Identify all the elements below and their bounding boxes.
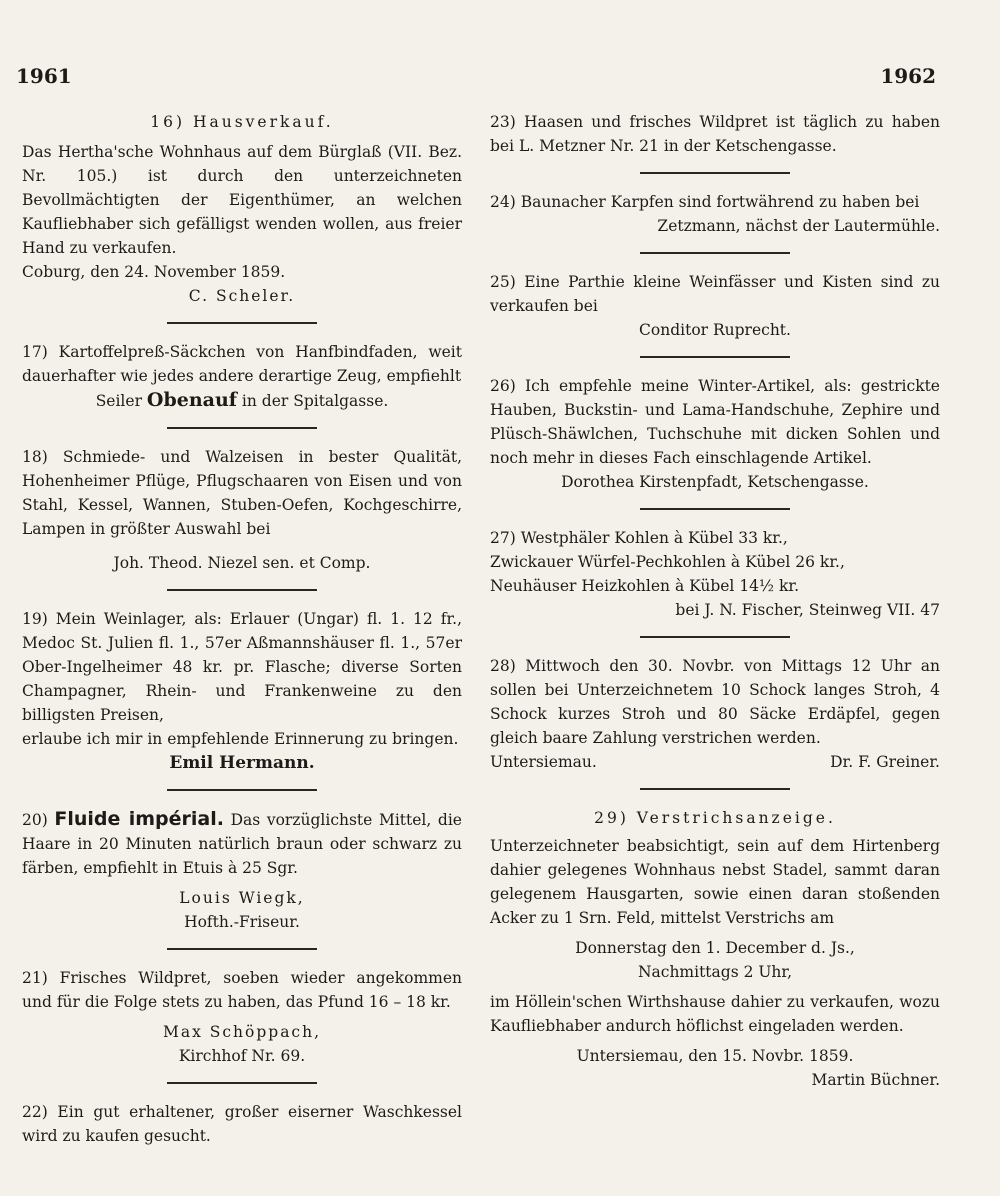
ad-25: [490, 270, 940, 342]
page-number-left: 1961: [16, 64, 72, 88]
ad-signature: Dorothea Kirstenpfadt, Ketschengasse.: [561, 473, 869, 491]
ad-text: 24) Baunacher Karpfen sind fortwährend zu haben bei: [490, 193, 920, 211]
separator-rule: [167, 322, 317, 324]
ad-text: Das vorzüglichste Mittel, die Haare in 20 Minuten natürlich braun oder schwarz zu färben, empfiehlt in Etuis à 25 Sgr.: [22, 811, 462, 877]
ad-text: 28) Mittwoch den 30. Novbr. von Mittags 12 Uhr an sollen bei Unterzeichnetem 10 Schock langes Stroh, 4 Schock kurzes Stroh und 80 Säcke Erdäpfel, gegen gleich baare Zahlung verstrichen werden.: [490, 657, 940, 747]
ad-text-2: im Höllein'schen Wirthshause dahier zu verkaufen, wozu Kaufliebhaber andurch höflichst eingeladen werden.: [490, 993, 940, 1035]
separator-rule: [167, 789, 317, 791]
ad-text: 21) Frisches Wildpret, soeben wieder angekommen und für die Folge stets zu haben, das Pfund 16 – 18 kr.: [22, 969, 462, 1011]
separator-rule: [167, 948, 317, 950]
ad-23: [490, 110, 940, 158]
separator-rule: [640, 172, 790, 174]
separator-rule: [167, 589, 317, 591]
ad-line-1: 27) Westphäler Kohlen à Kübel 33 kr.,: [490, 529, 788, 547]
ad-signature-line2: Hofth.-Friseur.: [184, 913, 300, 931]
ad-signature: Emil Hermann.: [169, 753, 315, 773]
ad-signature: [22, 388, 462, 413]
ad-date-line-2: Nachmittags 2 Uhr,: [637, 963, 793, 981]
ad-22: [22, 1100, 462, 1148]
ad-signature: Martin Büchner.: [811, 1071, 940, 1089]
ad-text: 23) Haasen und frisches Wildpret ist täglich zu haben bei L. Metzner Nr. 21 in der Ketschengasse.: [490, 113, 940, 155]
signature-suffix: in der Spitalgasse.: [241, 392, 389, 410]
ad-29: [490, 806, 940, 1092]
separator-rule: [640, 252, 790, 254]
ad-21: [22, 966, 462, 1068]
signature-prefix: Seiler: [95, 392, 142, 410]
ad-signature: Louis Wiegk,: [179, 889, 305, 907]
ad-signature: C. Scheler.: [188, 287, 296, 305]
separator-rule: [167, 1082, 317, 1084]
ad-20: [22, 807, 462, 934]
ad-text: 17) Kartoffelpreß-Säckchen von Hanfbindfaden, weit dauerhafter wie jedes andere derartige Zeug, empfiehlt: [22, 343, 462, 385]
ad-signature: Joh. Theod. Niezel sen. et Comp.: [113, 554, 371, 572]
ad-signature: Dr. F. Greiner.: [830, 753, 940, 771]
ad-date: Untersiemau, den 15. Novbr. 1859.: [576, 1047, 854, 1065]
ad-signature: Zetzmann, nächst der Lautermühle.: [657, 217, 940, 235]
ad-line-2: Zwickauer Würfel-Pechkohlen à Kübel 26 kr.,: [490, 553, 845, 571]
ad-text: Das Hertha'sche Wohnhaus auf dem Bürglaß (VII. Bez. Nr. 105.) ist durch den unterzeichneten Bevollmächtigten der Eigenthümer, an welchen Kaufliebhaber sich gefälligst wenden wollen, aus freier Hand zu verkaufen.: [22, 143, 462, 257]
ad-heading: 16) Hausverkauf.: [150, 113, 334, 131]
left-column: [22, 110, 462, 1148]
ad-27: [490, 526, 940, 622]
separator-rule: [167, 427, 317, 429]
ad-26: [490, 374, 940, 494]
ad-24: [490, 190, 940, 238]
ad-text: 22) Ein gut erhaltener, großer eiserner Waschkessel wird zu kaufen gesucht.: [22, 1103, 462, 1145]
ad-date: Coburg, den 24. November 1859.: [22, 263, 286, 281]
ad-signature-line2: Kirchhof Nr. 69.: [178, 1047, 306, 1065]
separator-rule: [640, 356, 790, 358]
ad-text: 19) Mein Weinlager, als: Erlauer (Ungar) fl. 1. 12 fr., Medoc St. Julien fl. 1., 57er Aßmannshäuser fl. 1., 57er Ober-Ingelheimer 48 kr. pr. Flasche; diverse Sorten Champagner, Rhein- und Frankenweine zu den billigsten Preisen,: [22, 610, 462, 724]
ad-heading: 29) Verstrichsanzeige.: [594, 809, 836, 827]
ad-28: [490, 654, 940, 774]
ad-date-line-1: Donnerstag den 1. December d. Js.,: [575, 939, 855, 957]
ad-text: 18) Schmiede- und Walzeisen in bester Qualität, Hohenheimer Pflüge, Pflugschaaren von Eisen und von Stahl, Kessel, Wannen, Stuben-Oefen, Kochgeschirre, Lampen in größter Auswahl bei: [22, 448, 462, 538]
ad-signature: Max Schöppach,: [162, 1023, 322, 1041]
page-number-right: 1962: [880, 64, 936, 88]
ad-text: 25) Eine Parthie kleine Weinfässer und Kisten sind zu verkaufen bei: [490, 273, 940, 315]
ad-line: erlaube ich mir in empfehlende Erinnerung zu bringen.: [22, 730, 459, 748]
separator-rule: [640, 508, 790, 510]
separator-rule: [640, 636, 790, 638]
separator-rule: [640, 788, 790, 790]
ad-signature: bei J. N. Fischer, Steinweg VII. 47: [675, 601, 940, 619]
right-column: [490, 110, 940, 1092]
ad-text: Unterzeichneter beabsichtigt, sein auf dem Hirtenberg dahier gelegenes Wohnhaus nebst Stadel, sammt daran gelegenem Hausgarten, sowie einen daran stoßenden Acker zu 1 Srn. Feld, mittelst Verstrichs am: [490, 837, 940, 927]
ad-19: [22, 607, 462, 775]
ad-place: Untersiemau.: [490, 753, 597, 771]
ad-title: Fluide impérial.: [54, 808, 224, 830]
ad-signature: Conditor Ruprecht.: [639, 321, 791, 339]
signature-name: Obenauf: [146, 389, 237, 411]
ad-line-3: Neuhäuser Heizkohlen à Kübel 14½ kr.: [490, 577, 800, 595]
ad-text: 26) Ich empfehle meine Winter-Artikel, als: gestrickte Hauben, Buckstin- und Lama-Handschuhe, Zephire und Plüsch-Shäwlchen, Tuchschuhe mit dicken Sohlen und noch mehr in dieses Fach einschlagende Artikel.: [490, 377, 940, 467]
ad-number: 20): [22, 811, 48, 829]
ad-17: [22, 340, 462, 413]
ad-18: [22, 445, 462, 575]
ad-16: [22, 110, 462, 308]
